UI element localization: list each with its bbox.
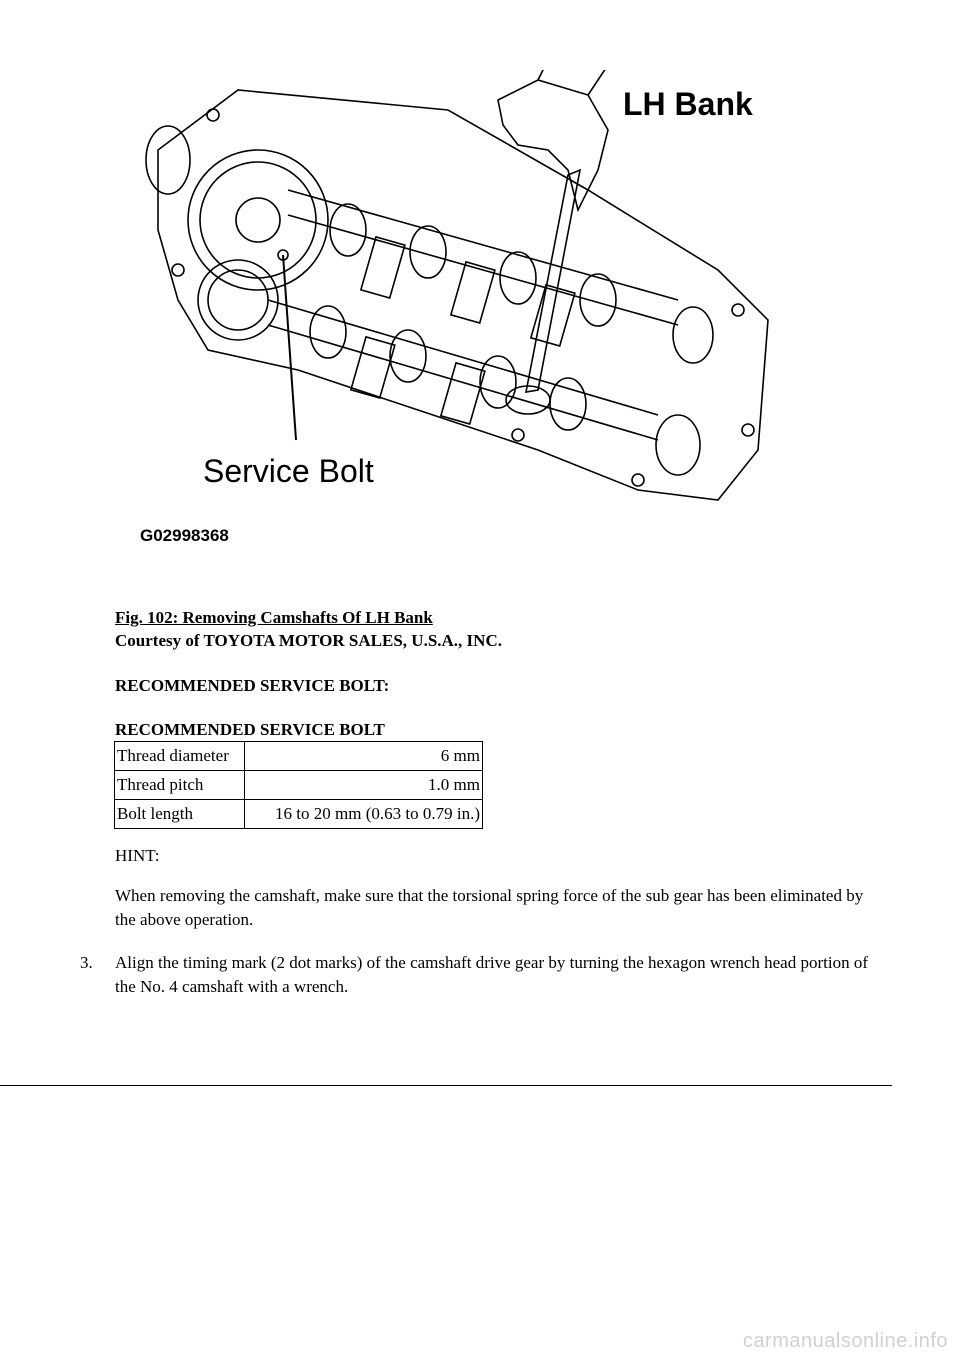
table-row [115, 771, 483, 800]
step-number: 3. [80, 953, 93, 972]
table-cell-value: 1.0 mm [245, 771, 483, 800]
drive-gear [198, 260, 278, 340]
table-cell-value: 16 to 20 mm (0.63 to 0.79 in.) [245, 800, 483, 829]
figure-title: Fig. 102: Removing Camshafts Of LH Bank [115, 608, 433, 627]
table-cell-value: 6 mm [245, 742, 483, 771]
table-cell-label: Bolt length [115, 800, 245, 829]
figure-courtesy: Courtesy of TOYOTA MOTOR SALES, U.S.A., INC. [115, 631, 502, 650]
camshaft-upper [288, 190, 678, 300]
figure-caption [115, 606, 502, 652]
service-bolt-label: Service Bolt [203, 453, 374, 489]
camshaft-illustration [118, 70, 798, 560]
hand [498, 80, 608, 210]
wrench [526, 170, 580, 392]
table-cell-label: Thread diameter [115, 742, 245, 771]
table-row [115, 742, 483, 771]
engine-drawing-svg [118, 70, 798, 560]
service-bolt-table [114, 741, 483, 829]
page-divider [0, 1085, 892, 1086]
table-cell-label: Thread pitch [115, 771, 245, 800]
hint-label: HINT: [115, 846, 160, 865]
step-text: Align the timing mark (2 dot marks) of the camshaft drive gear by turning the hexagon wrench head portion of the No. 4 camshaft with a wrench. [115, 953, 868, 996]
figure-code: G02998368 [140, 526, 229, 545]
hint-text: When removing the camshaft, make sure that the torsional spring force of the sub gear has been eliminated by the above operation. [115, 886, 864, 929]
section-heading: RECOMMENDED SERVICE BOLT: [115, 676, 390, 695]
cylinder-head-outline [158, 90, 768, 500]
lh-bank-label: LH Bank [623, 86, 753, 122]
watermark: carmanualsonline.info [742, 1330, 948, 1352]
step-item [80, 951, 880, 999]
table-row [115, 800, 483, 829]
table-title: RECOMMENDED SERVICE BOLT [115, 720, 385, 739]
